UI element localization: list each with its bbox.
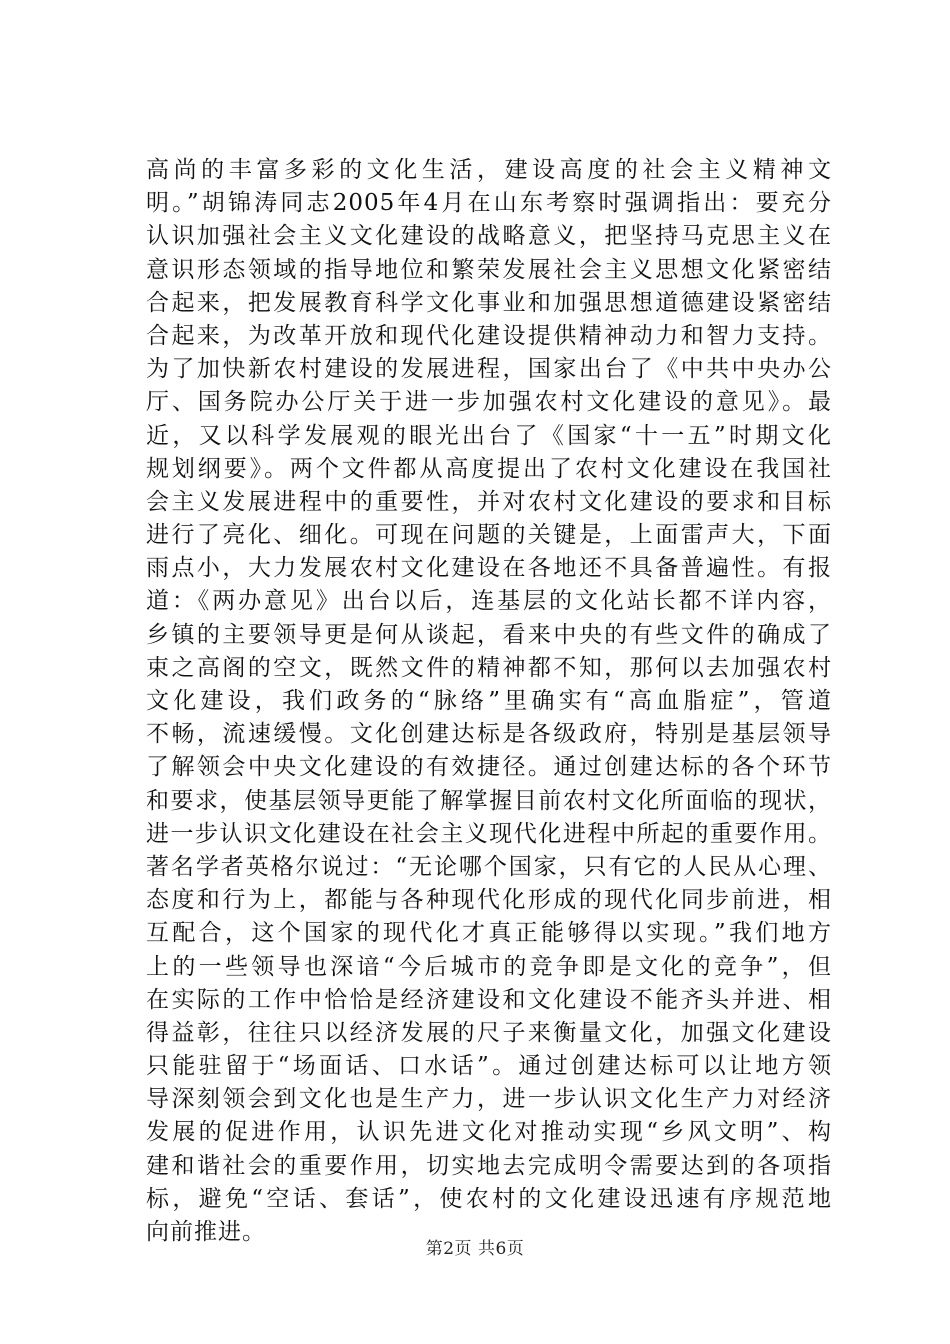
text-line: 雨点小，大力发展农村文化建设在各地还不具备普遍性。有报 xyxy=(146,555,832,582)
text-line: 认识加强社会主义文化建设的战略意义，把坚持马克思主义在 xyxy=(146,223,832,250)
body-text xyxy=(146,154,832,1249)
text-line: 了解领会中央文化建设的有效捷径。通过创建达标的各个环节 xyxy=(146,754,832,781)
text-line: 标，避免“空话、套话”，使农村的文化建设迅速有序规范地 xyxy=(146,1185,832,1212)
text-line: 建和谐社会的重要作用，切实地去完成明令需要达到的各项指 xyxy=(146,1152,832,1179)
text-line: 规划纲要》。两个文件都从高度提出了农村文化建设在我国社 xyxy=(146,455,832,482)
text-line: 著名学者英格尔说过：“无论哪个国家，只有它的人民从心理、 xyxy=(146,853,832,880)
text-line: 道：《两办意见》出台以后，连基层的文化站长都不详内容， xyxy=(146,588,832,615)
text-line: 近，又以科学发展观的眼光出台了《国家“十一五”时期文化 xyxy=(146,422,832,449)
text-line: 向前推进。 xyxy=(146,1219,266,1245)
text-line: 互配合，这个国家的现代化才真正能够得以实现。”我们地方 xyxy=(146,920,832,947)
text-line: 不畅，流速缓慢。文化创建达标是各级政府，特别是基层领导 xyxy=(146,721,832,748)
text-line: 进一步认识文化建设在社会主义现代化进程中所起的重要作用。 xyxy=(146,820,832,847)
text-line: 导深刻领会到文化也是生产力，进一步认识文化生产力对经济 xyxy=(146,1086,832,1113)
text-line: 只能驻留于“场面话、口水话”。通过创建达标可以让地方领 xyxy=(146,1053,832,1080)
text-line: 合起来，把发展教育科学文化事业和加强思想道德建设紧密结 xyxy=(146,289,832,316)
page-number-label: 第2页 共6页 xyxy=(425,1239,525,1259)
text-line: 在实际的工作中恰恰是经济建设和文化建设不能齐头并进、相 xyxy=(146,986,832,1013)
text-line: 乡镇的主要领导更是何从谈起，看来中央的有些文件的确成了 xyxy=(146,621,832,648)
text-line: 会主义发展进程中的重要性，并对农村文化建设的要求和目标 xyxy=(146,488,832,515)
page-footer xyxy=(0,1234,950,1259)
text-line: 发展的促进作用，认识先进文化对推动实现“乡风文明”、构 xyxy=(146,1119,832,1146)
text-line: 为了加快新农村建设的发展进程，国家出台了《中共中央办公 xyxy=(146,356,832,383)
text-line: 进行了亮化、细化。可现在问题的关键是，上面雷声大，下面 xyxy=(146,522,832,549)
text-line: 明。”胡锦涛同志2005年4月在山东考察时强调指出：要充分 xyxy=(146,190,832,217)
text-line: 厅、国务院办公厅关于进一步加强农村文化建设的意见》。最 xyxy=(146,389,832,416)
text-line: 得益彰，往往只以经济发展的尺子来衡量文化，加强文化建设 xyxy=(146,1019,832,1046)
text-line: 束之高阁的空文，既然文件的精神都不知，那何以去加强农村 xyxy=(146,654,832,681)
text-line: 和要求，使基层领导更能了解掌握目前农村文化所面临的现状， xyxy=(146,787,832,814)
text-line: 上的一些领导也深谙“今后城市的竞争即是文化的竞争”，但 xyxy=(146,953,832,980)
text-line: 合起来，为改革开放和现代化建设提供精神动力和智力支持。 xyxy=(146,322,832,349)
text-line: 高尚的丰富多彩的文化生活，建设高度的社会主义精神文 xyxy=(146,157,832,183)
text-line: 文化建设，我们政务的“脉络”里确实有“高血脂症”，管道 xyxy=(146,688,832,714)
text-line: 意识形态领域的指导地位和繁荣发展社会主义思想文化紧密结 xyxy=(146,256,832,283)
text-line: 态度和行为上，都能与各种现代化形成的现代化同步前进，相 xyxy=(146,887,832,914)
